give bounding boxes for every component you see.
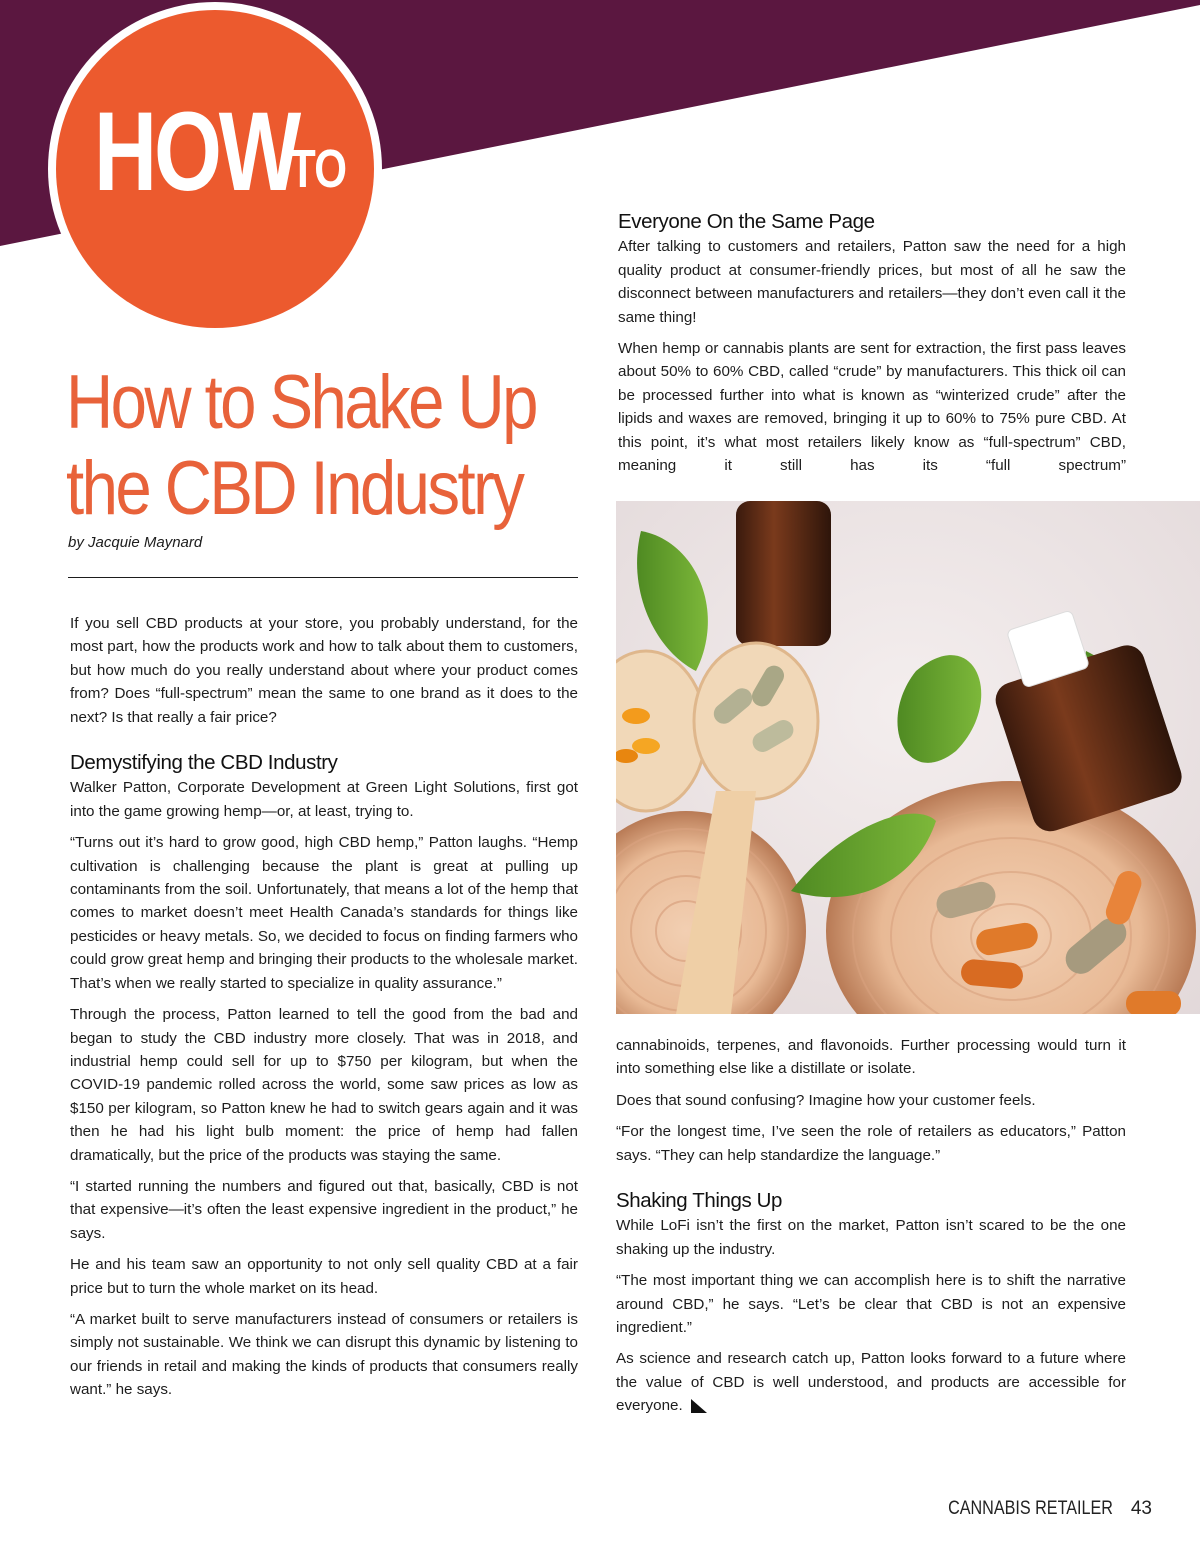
paragraph: “I started running the numbers and figured out that, basically, CBD is not that expensive—it’s often the least expensive ingredient in the product,” he says. <box>70 1177 578 1242</box>
right-column-top <box>618 210 1126 485</box>
paragraph: “For the longest time, I’ve seen the role of retailers as educators,” Patton says. “They can help standardize the language.” <box>616 1123 1126 1164</box>
cbd-products-photo <box>616 501 1200 1014</box>
article-title-line2: the CBD Industry <box>66 446 523 531</box>
byline: by Jacquie Maynard <box>68 534 203 551</box>
section-heading-shaking: Shaking Things Up <box>616 1189 783 1213</box>
badge-main-text: HOW <box>94 89 299 214</box>
article-title <box>66 360 536 532</box>
left-column <box>70 612 578 1410</box>
final-paragraph <box>616 1347 1126 1417</box>
paragraph: cannabinoids, terpenes, and flavonoids. Further processing would turn it into something else like a distillate or isolate. <box>616 1037 1126 1078</box>
how-to-badge <box>48 2 382 336</box>
title-divider <box>68 577 578 578</box>
paragraph: He and his team saw an opportunity to not only sell quality CBD at a fair price but to turn the whole market on its head. <box>70 1256 578 1297</box>
paragraph: “Turns out it’s hard to grow good, high CBD hemp,” Patton laughs. “Hemp cultivation is challenging because the plant is great at pulling up contaminants from the soil. Unfortunately, that means a lot of the hemp that comes to market doesn’t meet Health Canada’s standards for things like pesticides or heavy metals. So, we decided to focus on finding farmers who could grow great hemp and bringing their products to the wholesale market. That’s when we really started to specialize in quality assurance.” <box>70 834 578 992</box>
paragraph: While LoFi isn’t the first on the market, Patton isn’t scared to be the one shaking up the industry. <box>616 1217 1126 1258</box>
end-mark-icon <box>691 1399 707 1413</box>
page-footer <box>919 1498 1152 1520</box>
section-heading-same-page: Everyone On the Same Page <box>618 210 875 233</box>
paragraph: Through the process, Patton learned to tell the good from the bad and began to study the CBD industry more closely. That was in 2018, and industrial hemp could sell for up to $750 per kilogram, but when the COVID-19 pandemic rolled across the world, some saw prices as low as $150 per kilogram, so Patton knew he had to switch gears again and it was then he had his light bulb moment: the price of hemp had fallen dramatically, but the price of the products was staying the same. <box>70 1006 578 1164</box>
paragraph-text: As science and research catch up, Patton looks forward to a future where the value of CBD is well understood, and products are accessible for everyone. <box>616 1350 1126 1415</box>
badge-sub-text: TO <box>290 139 347 199</box>
publication-name: CANNABIS RETAILER <box>948 1498 1113 1519</box>
section-heading-demystifying: Demystifying the CBD Industry <box>70 751 338 775</box>
intro-paragraph: If you sell CBD products at your store, you probably understand, for the most part, how the products work and how to talk about them to customers, but how much do you really understand about where your product comes from? Does “full-spectrum” mean the same to one brand as it does to the next? Is that really a fair price? <box>70 615 578 726</box>
article-title-line1: How to Shake Up <box>66 360 536 445</box>
right-column-bottom <box>616 1034 1126 1426</box>
paragraph: Walker Patton, Corporate Development at Green Light Solutions, first got into the game growing hemp—or, at least, trying to. <box>70 779 578 820</box>
paragraph: “The most important thing we can accomplish here is to shift the narrative around CBD,” he says. “Let’s be clear that CBD is not an expensive ingredient.” <box>616 1272 1126 1337</box>
paragraph: Does that sound confusing? Imagine how your customer feels. <box>616 1091 1036 1109</box>
paragraph: After talking to customers and retailers, Patton saw the need for a high quality product at consumer-friendly prices, but most of all he saw the disconnect between manufacturers and retailers—they don’t even call it the same thing! <box>618 238 1126 326</box>
paragraph: “A market built to serve manufacturers instead of consumers or retailers is simply not sustainable. We think we can disrupt this dynamic by listening to our friends in retail and making the kinds of products that consumers really want.” he says. <box>70 1310 578 1399</box>
paragraph: When hemp or cannabis plants are sent for extraction, the first pass leaves about 50% to 60% CBD, called “crude” by manufacturers. This thick oil can be processed further into what is known as “winterized crude” after the lipids and waxes are removed, bringing it up to 60% to 75% pure CBD. At this point, it’s what most retailers likely know as “full-spectrum” CBD, meaning it still has its “full spectrum” <box>618 340 1126 475</box>
page-number: 43 <box>1130 1498 1152 1519</box>
